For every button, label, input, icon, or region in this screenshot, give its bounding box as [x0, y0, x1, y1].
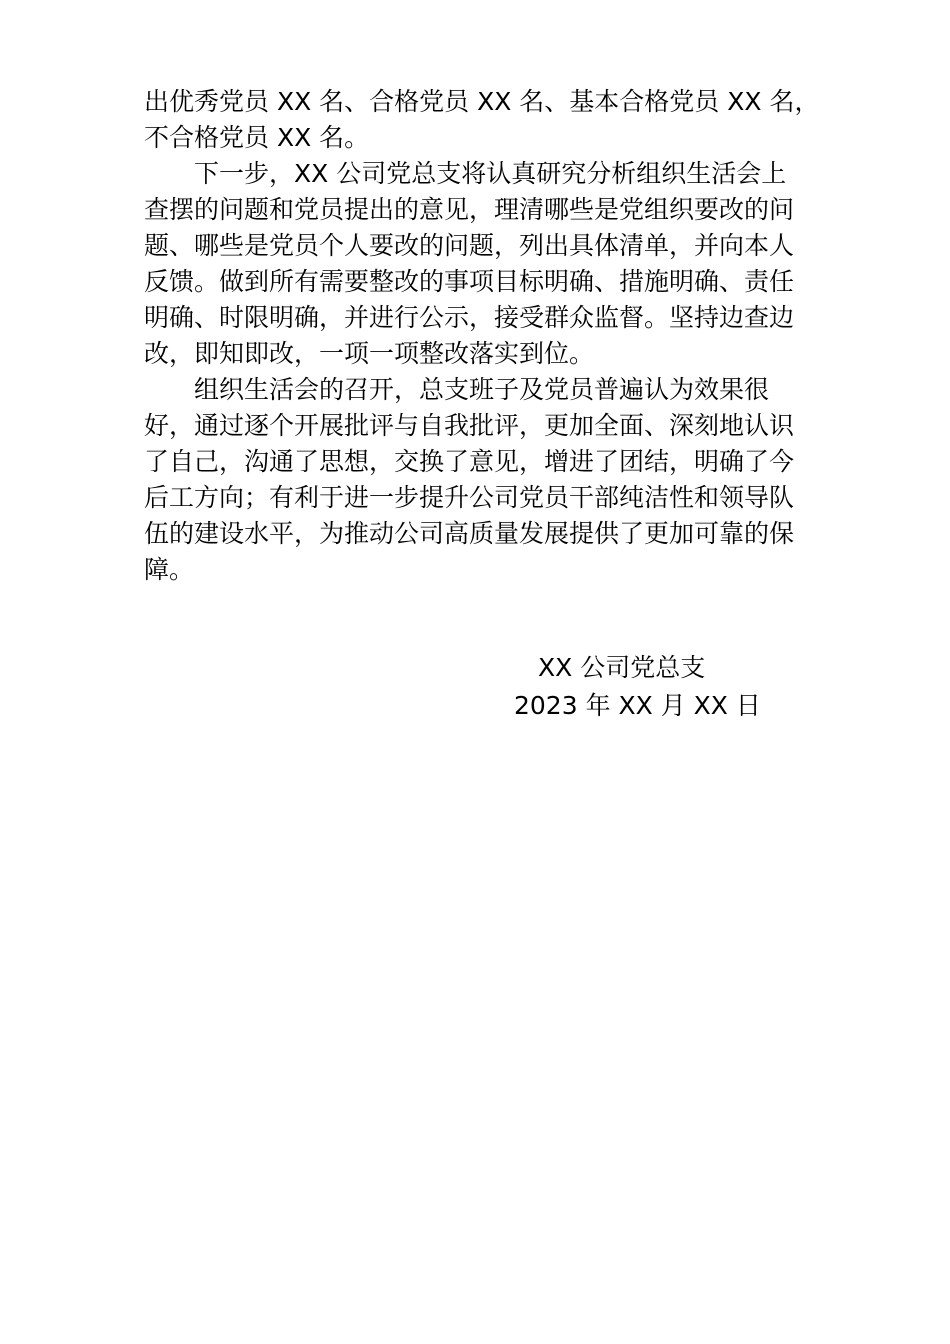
paragraph-2-line-1: 下一步，XX 公司党总支将认真研究分析组织生活会上 — [194, 159, 787, 188]
paragraph-1-line-1: 出优秀党员 XX 名、合格党员 XX 名、基本合格党员 XX 名， — [144, 87, 820, 116]
paragraph-2-line-3: 题、哪些是党员个人要改的问题，列出具体清单，并向本人 — [144, 231, 795, 260]
paragraph-2-line-5: 明确、时限明确，并进行公示，接受群众监督。坚持边查边 — [144, 303, 795, 332]
paragraph-3-line-6: 障。 — [144, 555, 195, 584]
paragraph-2-line-6: 改，即知即改，一项一项整改落实到位。 — [144, 339, 595, 368]
paragraph-3-line-1: 组织生活会的召开，总支班子及党员普遍认为效果很 — [194, 375, 770, 404]
paragraph-3-line-5: 伍的建设水平，为推动公司高质量发展提供了更加可靠的保 — [144, 519, 795, 548]
signature-date: 2023 年 XX 月 XX 日 — [514, 691, 761, 720]
signature-organization: XX 公司党总支 — [538, 653, 706, 682]
paragraph-3-line-2: 好，通过逐个开展批评与自我批评，更加全面、深刻地认识 — [144, 411, 795, 440]
paragraph-2-line-4: 反馈。做到所有需要整改的事项目标明确、措施明确、责任 — [144, 267, 795, 296]
paragraph-2-line-2: 查摆的问题和党员提出的意见，理清哪些是党组织要改的问 — [144, 195, 795, 224]
paragraph-1-line-2: 不合格党员 XX 名。 — [144, 123, 370, 152]
paragraph-3-line-3: 了自己，沟通了思想，交换了意见，增进了团结，明确了今 — [144, 447, 795, 476]
paragraph-3-line-4: 后工方向；有利于进一步提升公司党员干部纯洁性和领导队 — [144, 483, 795, 512]
